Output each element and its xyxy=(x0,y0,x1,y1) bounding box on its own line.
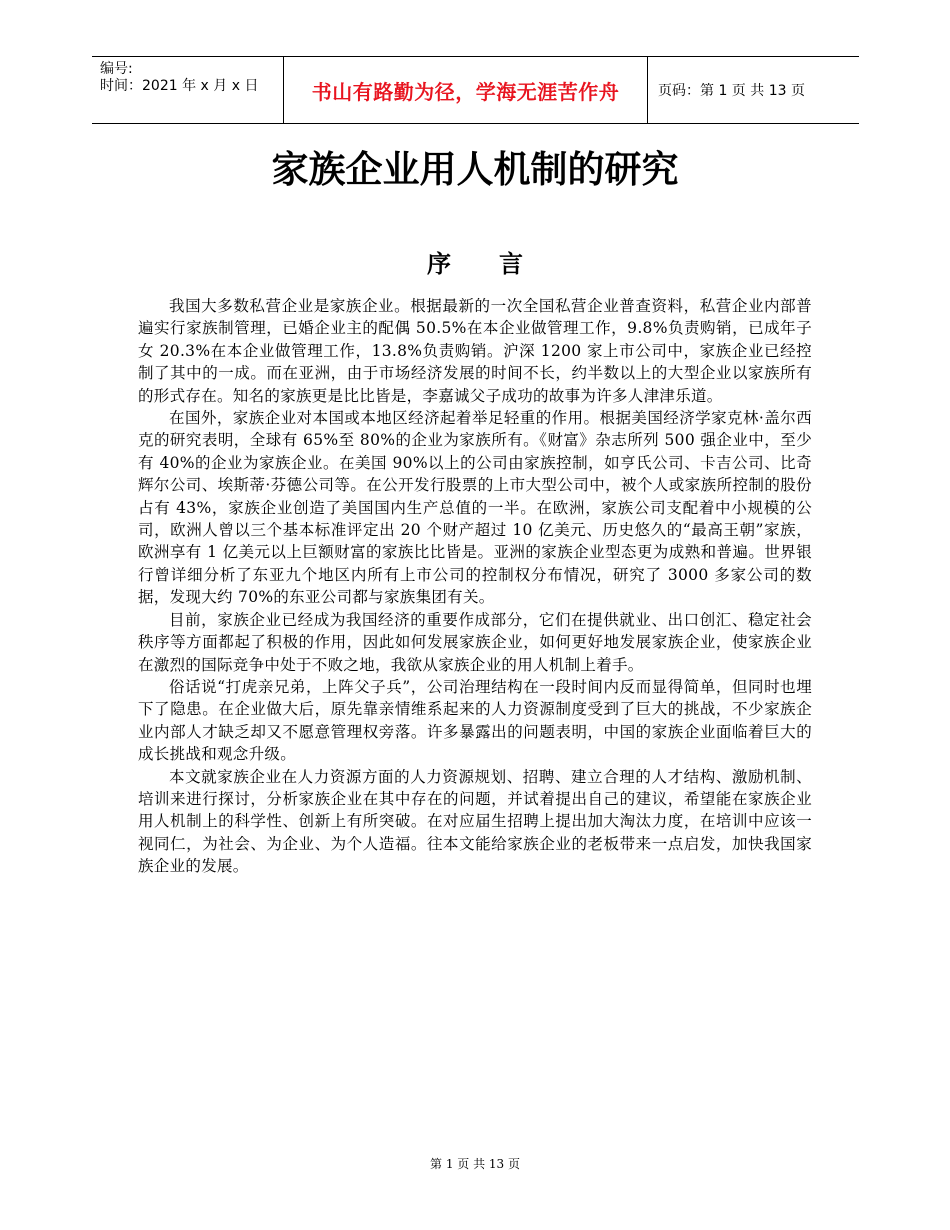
document-body xyxy=(138,295,812,878)
body-paragraph: 目前，家族企业已经成为我国经济的重要作成部分，它们在提供就业、出口创汇、稳定社会秩序等方面都起了积极的作用，因此如何发展家族企业，如何更好地发展家族企业，使家族企业在激烈的国际竞争中处于不败之地，我欲从家族企业的用人机制上着手。 xyxy=(138,610,812,674)
section-title: 序言 xyxy=(427,250,571,278)
page-header xyxy=(92,56,859,124)
body-paragraph: 我国大多数私营企业是家族企业。根据最新的一次全国私营企业普查资料，私营企业内部普遍实行家族制管理，已婚企业主的配偶 50.5%在本企业做管理工作，9.8%负责购销，已成年子女 20.3%在本企业做管理工作，13.8%负责购销。沪深 1200 家上市公司中，家族企业已经控制了其中的一成。而在亚洲，由于市场经济发展的时间不长，约半数以上的大型企业以家族所有的形式存在。知名的家族更是比比皆是，李嘉诚父子成功的故事为许多人津津乐道。 xyxy=(138,297,812,405)
body-paragraph: 俗话说“打虎亲兄弟，上阵父子兵”，公司治理结构在一段时间内反而显得简单，但同时也埋下了隐患。在企业做大后，原先靠亲情维系起来的人力资源制度受到了巨大的挑战，不少家族企业内部人才缺乏却又不愿意管理权旁落。许多暴露出的问题表明，中国的家族企业面临着巨大的成长挑战和观念升级。 xyxy=(138,677,812,764)
body-paragraph: 本文就家族企业在人力资源方面的人力资源规划、招聘、建立合理的人才结构、激励机制、培训来进行探讨，分析家族企业在其中存在的问题，并试着提出自己的建议，希望能在家族企业用人机制上的科学性、创新上有所突破。在对应届生招聘上提出加大淘汰力度，在培训中应该一视同仁，为社会、为企业、为个人造福。往本文能给家族企业的老板带来一点启发，加快我国家族企业的发展。 xyxy=(138,767,812,876)
header-meta xyxy=(92,57,284,123)
document-number-label: 编号: xyxy=(100,61,133,77)
page-footer: 第 1 页 共 13 页 xyxy=(430,1157,520,1171)
header-page-info: 页码：第 1 页 共 13 页 xyxy=(658,83,805,99)
header-motto: 书山有路勤为径，学海无涯苦作舟 xyxy=(284,57,648,123)
body-paragraph: 在国外，家族企业对本国或本地区经济起着举足轻重的作用。根据美国经济学家克林·盖尔西克的研究表明，全球有 65%至 80%的企业为家族所有。《财富》杂志所列 500 强企业中，至少有 40%的企业为家族企业。在美国 90%以上的公司由家族控制，如亨氏公司、卡吉公司、比奇辉尔公司、埃斯蒂·芬德公司等。在公开发行股票的上市大型公司中，被个人或家族所控制的股份占有 43%，家族企业创造了美国国内生产总值的一半。在欧洲，家族公司支配着中小规模的公司，欧洲人曾以三个基本标准评定出 20 个财产超过 10 亿美元、历史悠久的“最高王朝”家族，欧洲享有 1 亿美元以上巨额财富的家族比比皆是。亚洲的家族企业型态更为成熟和普遍。世界银行曾详细分析了东亚九个地区内所有上市公司的控制权分布情况，研究了 3000 多家公司的数据，发现大约 70%的东亚公司都与家族集团有关。 xyxy=(138,409,812,607)
document-time-label: 时间：2021 年 x 月 x 日 xyxy=(100,78,259,94)
document-title: 家族企业用人机制的研究 xyxy=(271,148,679,191)
